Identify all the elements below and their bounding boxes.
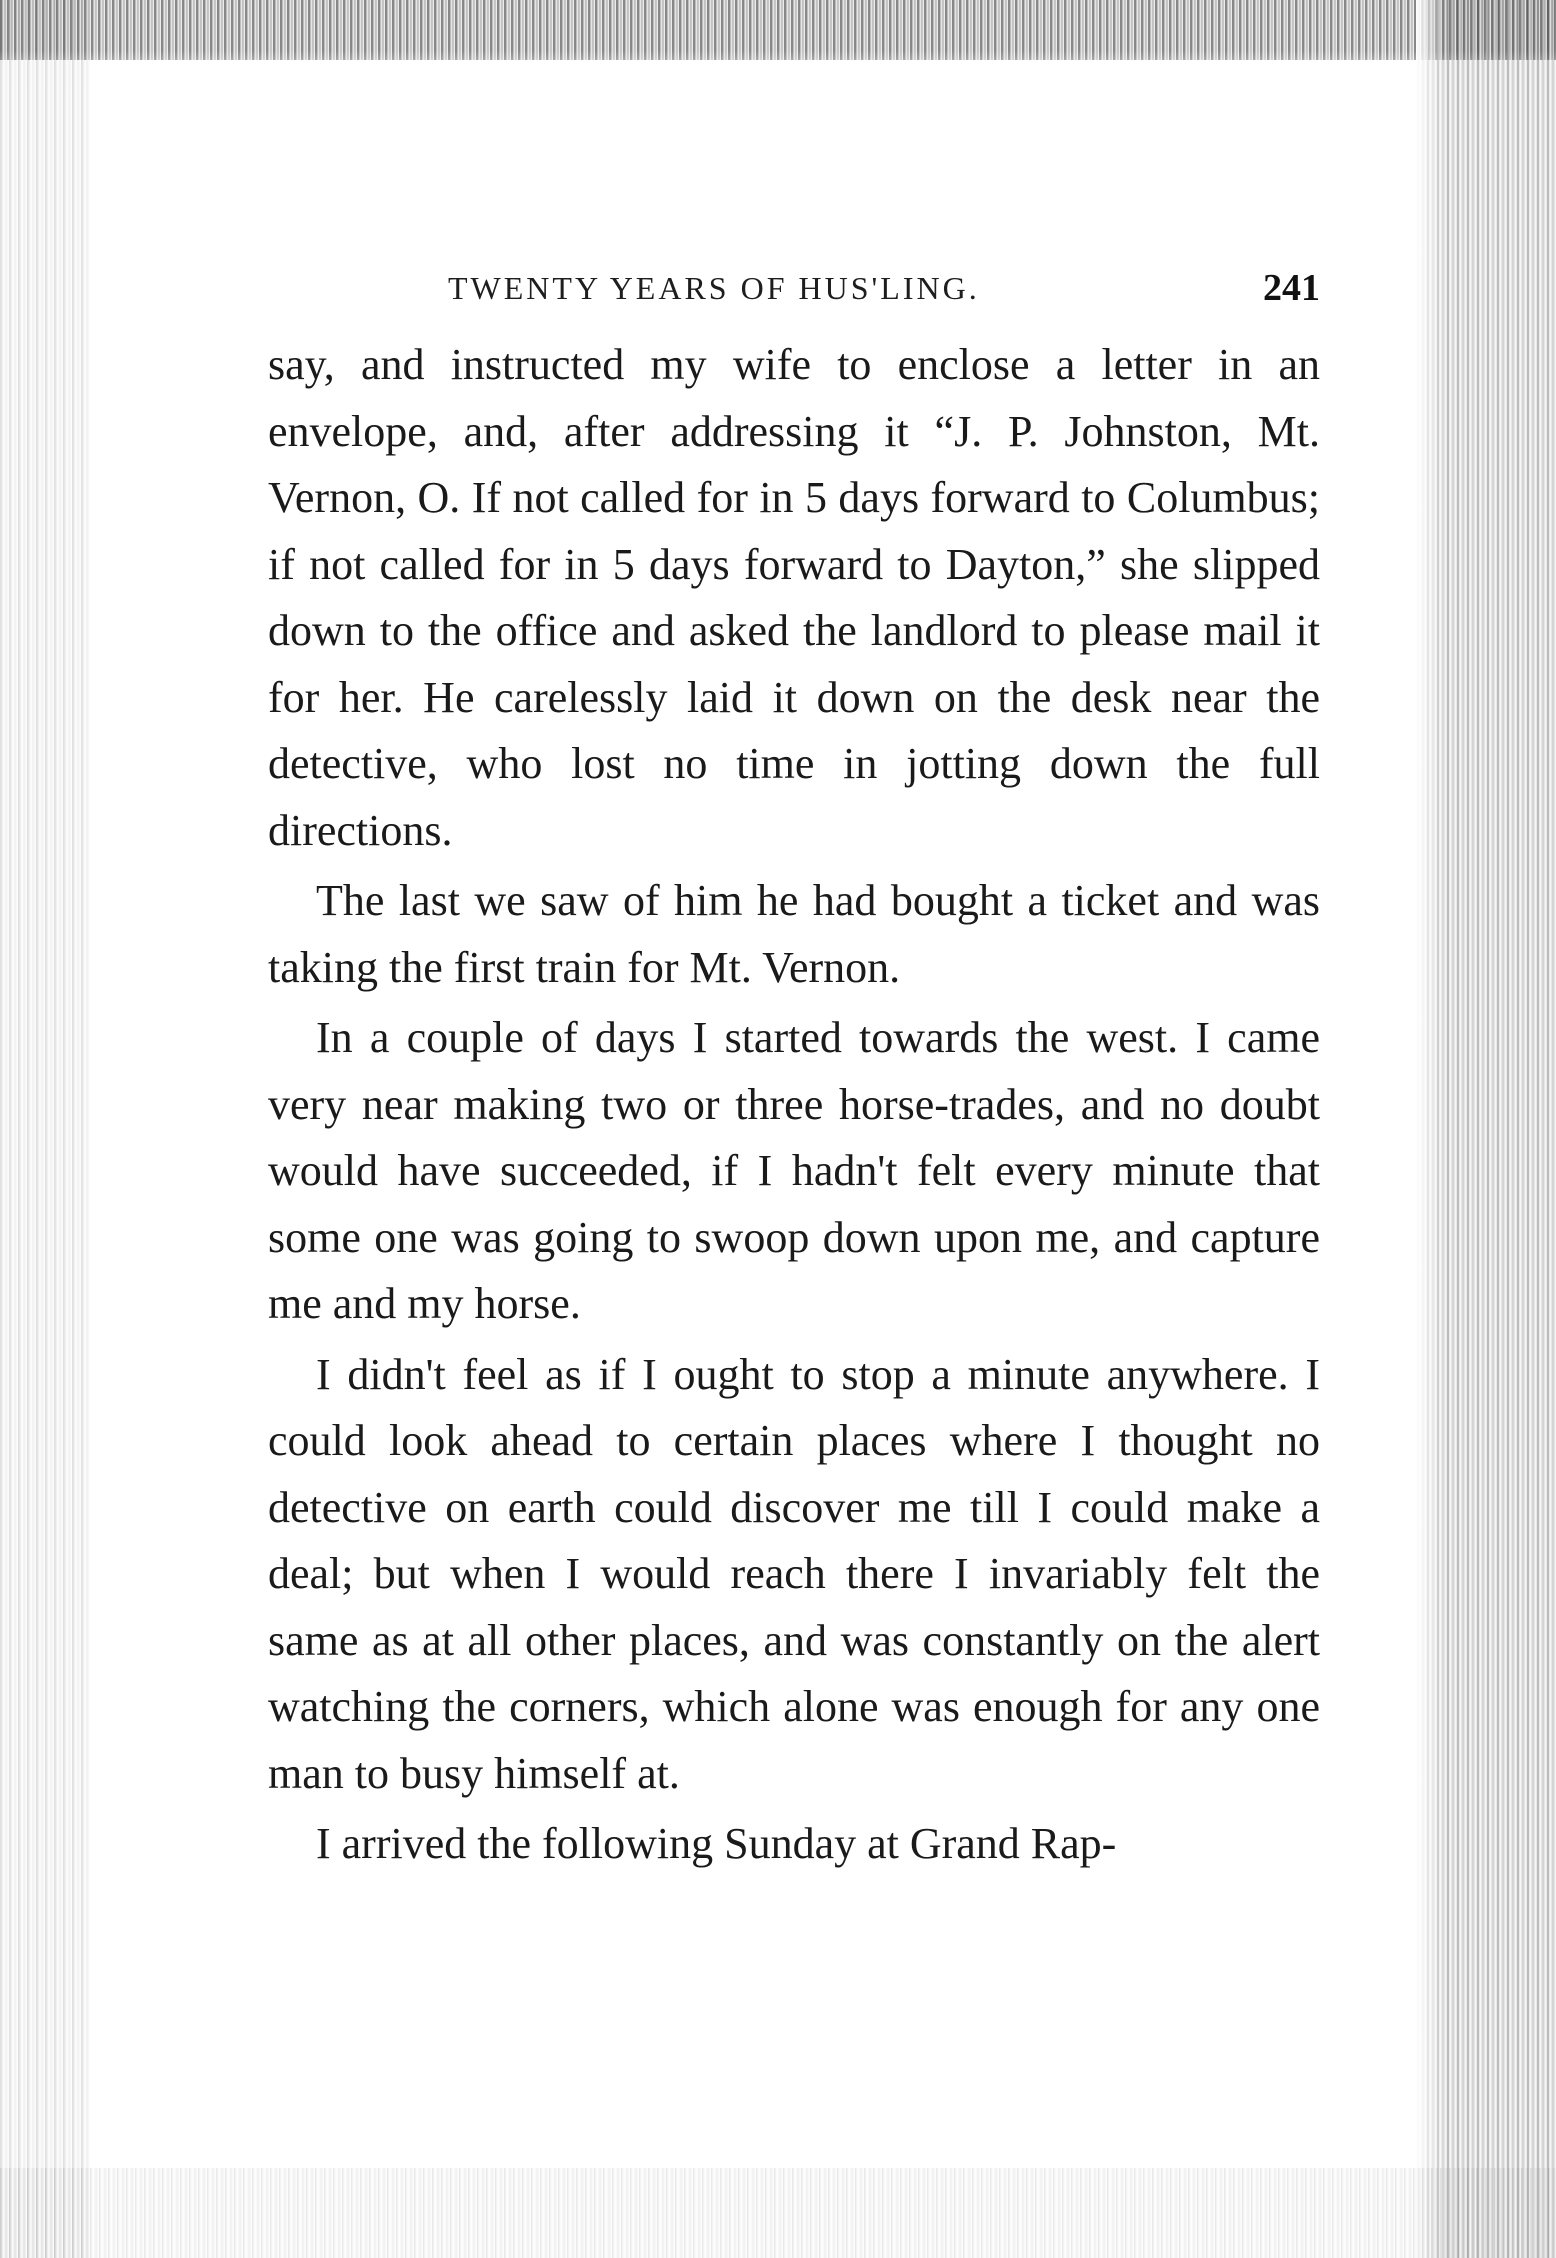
- scan-edge-right: [1416, 0, 1556, 2258]
- paragraph: I didn't feel as if I ought to stop a minute anywhere. I could look ahead to certain places where I thought no detective on earth could discover me till I could make a deal; but when I would reach there I invariably felt the same as at all other places, and was constantly on the alert watching the corners, which alone was enough for any one man to busy himself at.: [268, 1349, 1320, 1798]
- scan-edge-left: [0, 0, 90, 2258]
- scan-edge-top: [0, 0, 1556, 60]
- running-title: TWENTY YEARS OF HUS'LING.: [448, 270, 980, 306]
- page-number: 241: [1263, 267, 1320, 309]
- running-head: [268, 262, 1320, 322]
- paragraph: say, and instructed my wife to enclose a letter in an envelope, and, after addressing it “J. P. Johnston, Mt. Vernon, O. If not called for in 5 days forward to Columbus; if not called for in 5 days forward to Dayton,” she slipped down to the office and asked the landlord to please mail it for her. He carelessly laid it down on the desk near the detective, who lost no time in jotting down the full directions.: [268, 340, 1320, 855]
- body-text: [268, 332, 1320, 1878]
- paragraph: In a couple of days I started towards the west. I came very near making two or three horse-trades, and no doubt would have succeeded, if I hadn't felt every minute that some one was going to swoop down upon me, and capture me and my horse.: [268, 1013, 1320, 1328]
- book-page: [268, 262, 1320, 1882]
- scan-edge-bottom: [0, 2168, 1556, 2258]
- paragraph: The last we saw of him he had bought a ticket and was taking the first train for Mt. Vernon.: [268, 876, 1320, 992]
- paragraph: I arrived the following Sunday at Grand Rap-: [316, 1819, 1117, 1868]
